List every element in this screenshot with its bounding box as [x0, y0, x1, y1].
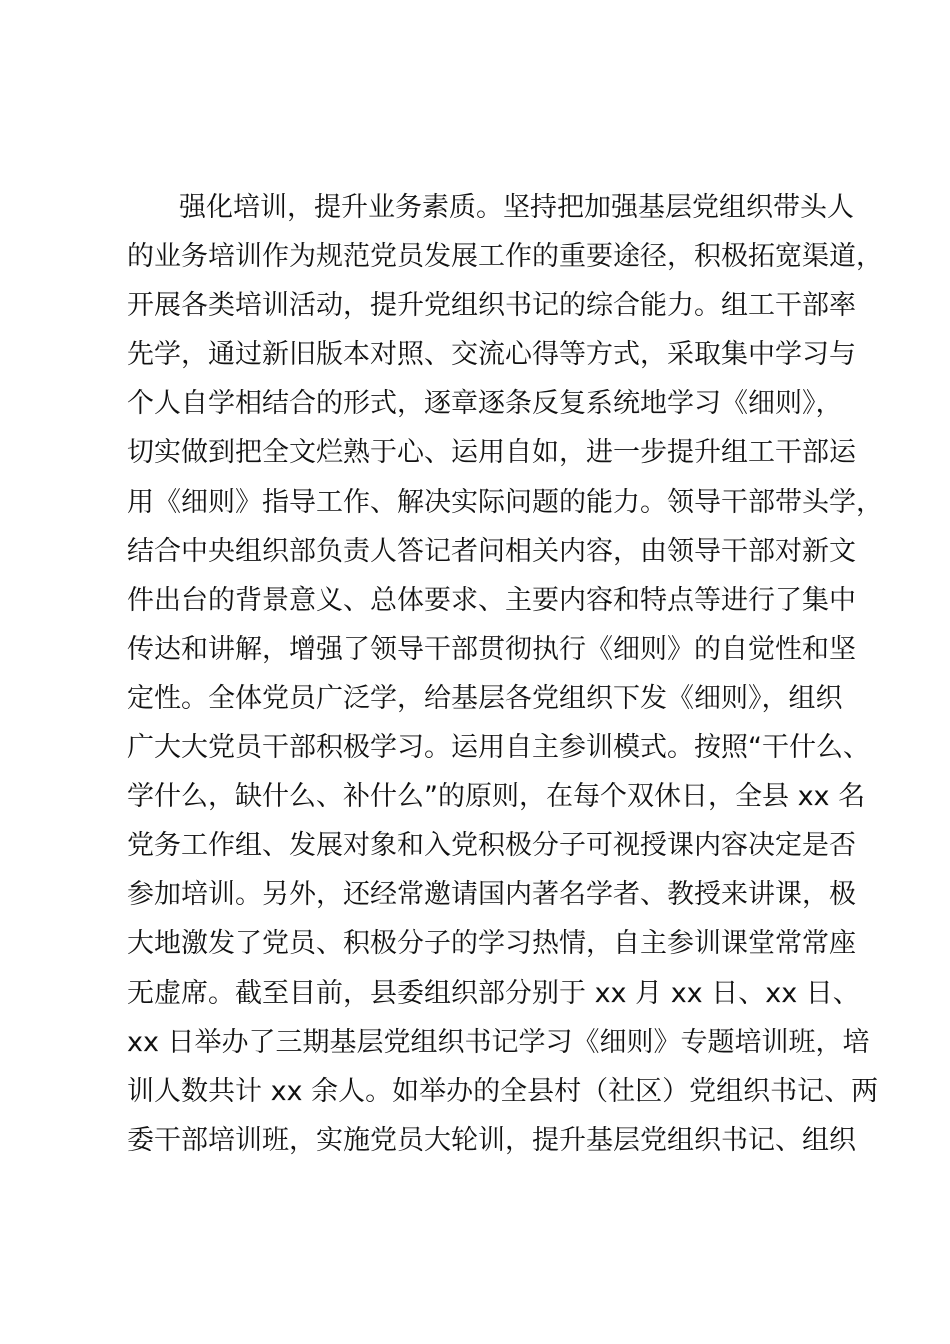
text-line: 传达和讲解，增强了领导干部贯彻执行《细则》的自觉性和坚	[127, 633, 856, 665]
text-line: 学什么，缺什么、补什么”的原则，在每个双休日，全县 xx 名	[127, 781, 866, 813]
text-line: 党务工作组、发展对象和入党积极分子可视授课内容决定是否	[127, 830, 856, 862]
text-line: 件出台的背景意义、总体要求、主要内容和特点等进行了集中	[127, 584, 856, 616]
text-line: xx 日举办了三期基层党组织书记学习《细则》专题培训班，培	[127, 1026, 870, 1058]
text-line: 开展各类培训活动，提升党组织书记的综合能力。组工干部率	[127, 290, 856, 322]
text-line: 强化培训，提升业务素质。坚持把加强基层党组织带头人	[179, 192, 854, 223]
text-line: 广大大党员干部积极学习。运用自主参训模式。按照“干什么、	[127, 732, 870, 764]
text-line: 委干部培训班，实施党员大轮训，提升基层党组织书记、组织	[127, 1124, 856, 1156]
text-line: 切实做到把全文烂熟于心、运用自如，进一步提升组工干部运	[127, 437, 856, 469]
text-line: 大地激发了党员、积极分子的学习热情，自主参训课堂常常座	[127, 928, 856, 960]
text-line: 个人自学相结合的形式，逐章逐条反复系统地学习《细则》，	[127, 388, 843, 420]
body-paragraph	[127, 183, 883, 1165]
text-line: 的业务培训作为规范党员发展工作的重要途径，积极拓宽渠道，	[127, 241, 883, 273]
text-line: 定性。全体党员广泛学，给基层各党组织下发《细则》，组织	[127, 682, 843, 714]
text-line: 结合中央组织部负责人答记者问相关内容，由领导干部对新文	[127, 535, 856, 567]
text-line: 参加培训。另外，还经常邀请国内著名学者、教授来讲课，极	[127, 879, 856, 911]
text-line: 无虚席。截至目前，县委组织部分别于 xx 月 xx 日、xx 日、	[127, 977, 860, 1009]
text-line: 先学，通过新旧版本对照、交流心得等方式，采取集中学习与	[127, 339, 856, 371]
text-line: 用《细则》指导工作、解决实际问题的能力。领导干部带头学，	[127, 486, 883, 518]
text-line: 训人数共计 xx 余人。如举办的全县村（社区）党组织书记、两	[127, 1075, 879, 1107]
